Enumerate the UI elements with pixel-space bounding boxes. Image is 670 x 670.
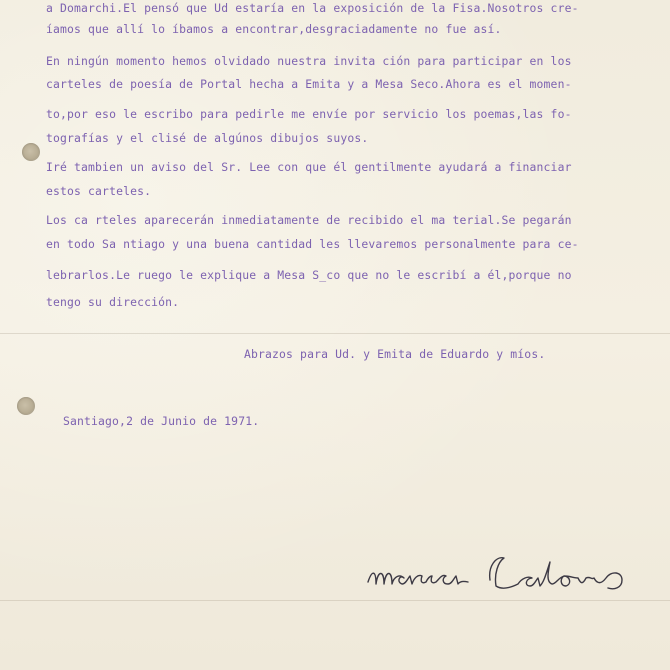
punch-hole <box>22 143 40 161</box>
punch-hole <box>17 397 35 415</box>
closing-line: Abrazos para Ud. y Emita de Eduardo y míos. <box>244 347 546 361</box>
letter-line: carteles de poesía de Portal hecha a Emita y a Mesa Seco.Ahora es el momen- <box>46 77 572 91</box>
letter-line: estos carteles. <box>46 184 152 198</box>
date-line: Santiago,2 de Junio de 1971. <box>63 414 260 428</box>
letter-line: íamos que allí lo íbamos a encontrar,desgraciadamente no fue así. <box>46 22 502 36</box>
letter-line: tengo su dirección. <box>46 295 180 309</box>
letter-line: to,por eso le escribo para pedirle me envíe por servicio los poemas,las fo- <box>46 107 572 121</box>
letter-line: En ningún momento hemos olvidado nuestra invita ción para participar en los <box>46 54 572 68</box>
paper-fold <box>0 333 670 334</box>
handwritten-signature <box>360 548 640 608</box>
letter-line: tografías y el clisé de algúnos dibujos suyos. <box>46 131 369 145</box>
letter-line: Iré tambien un aviso del Sr. Lee con que él gentilmente ayudará a financiar <box>46 160 572 174</box>
letter-line: Los ca rteles aparecerán inmediatamente de recibido el ma terial.Se pegarán <box>46 213 572 227</box>
letter-line: a Domarchi.El pensó que Ud estaría en la exposición de la Fisa.Nosotros cre- <box>46 1 579 15</box>
letter-line: lebrarlos.Le ruego le explique a Mesa S_co que no le escribí a él,porque no <box>46 268 572 282</box>
letter-line: en todo Sa ntiago y una buena cantidad les llevaremos personalmente para ce- <box>46 237 579 251</box>
